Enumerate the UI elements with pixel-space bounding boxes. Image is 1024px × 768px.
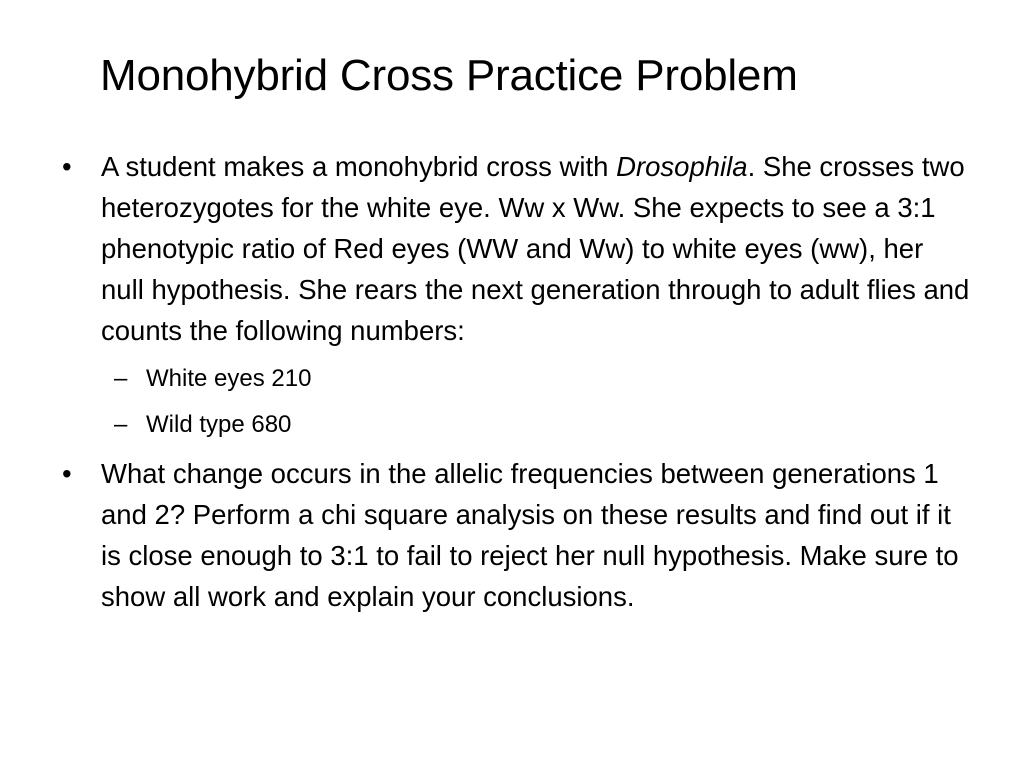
bullet-text-end: . She crosses two heterozygotes for the white eye. Ww x Ww. She expects to see a 3:1 phenotypic ratio of Red eyes (WW and Ww) to white eyes (ww), her null hypothesis. She rears the next generation through to adult flies and counts the following numbers: — [101, 151, 970, 346]
sub-bullet-item — [60, 361, 970, 397]
slide-body — [60, 146, 970, 627]
bullet-marker: • — [62, 151, 72, 182]
bullet-item — [60, 146, 970, 351]
bullet-text: What change occurs in the allelic frequencies between generations 1 and 2? Perform a chi square analysis on these results and find out if it is close enough to 3:1 to fail to reject her null hypothesis. Make sure to show all work and explain your conclusions. — [101, 458, 959, 612]
bullet-marker: • — [62, 458, 72, 489]
sub-bullet-text: White eyes 210 — [146, 365, 312, 392]
sub-bullet-marker: – — [114, 365, 128, 392]
bullet-item — [60, 453, 970, 617]
bullet-text-italic: Drosophila — [616, 151, 748, 182]
sub-bullet-marker: – — [114, 411, 128, 438]
bullet-text-start: A student makes a monohybrid cross with — [101, 151, 617, 182]
sub-bullet-text: Wild type 680 — [146, 411, 292, 438]
sub-bullet-item — [60, 407, 970, 443]
slide-title: Monohybrid Cross Practice Problem — [100, 51, 798, 100]
